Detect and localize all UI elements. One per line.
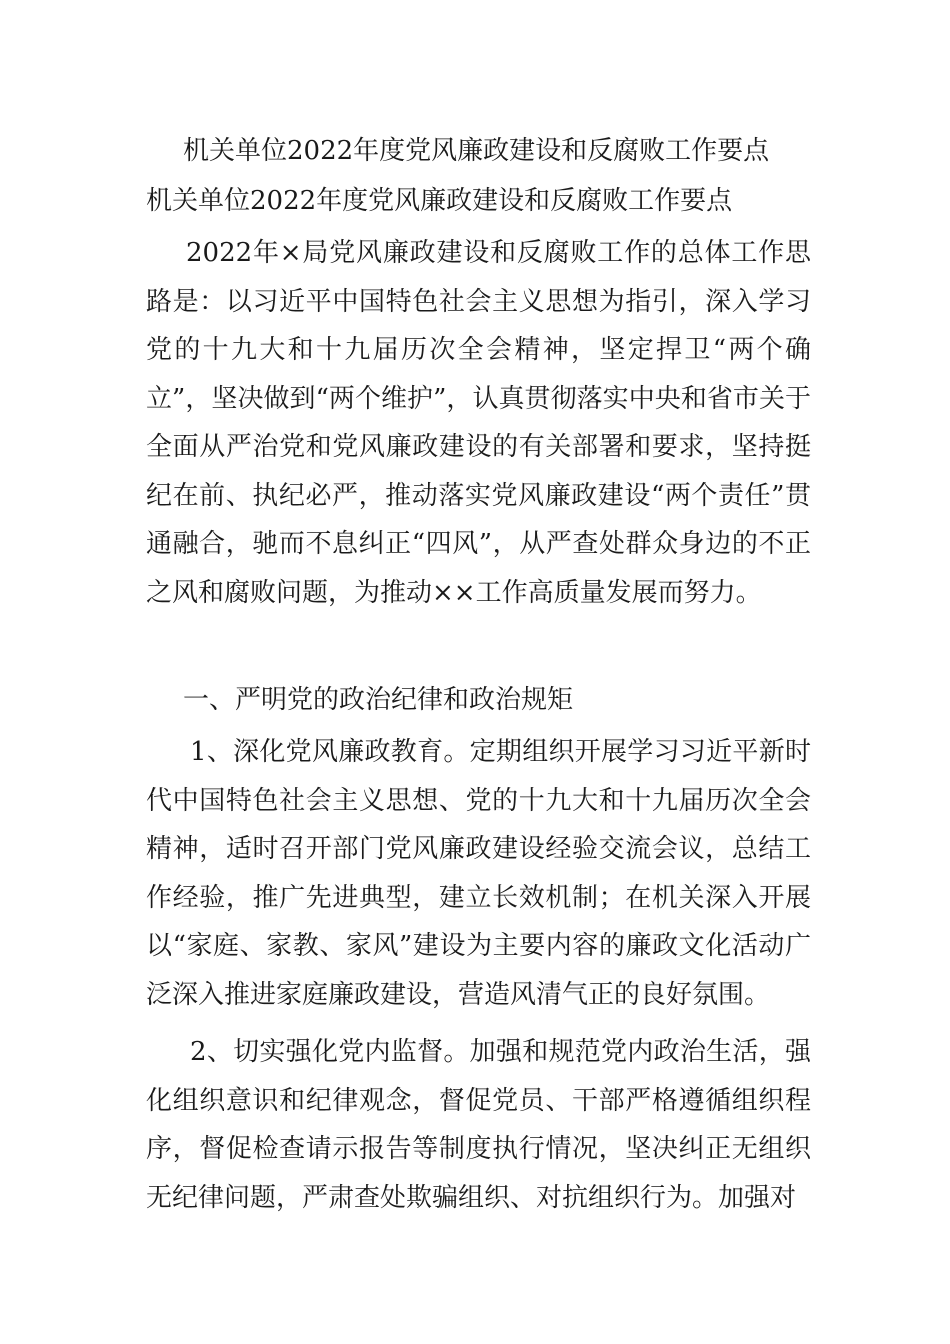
item-2-paragraph: 2、切实强化党内监督。加强和规范党内政治生活，强化组织意识和纪律观念，督促党员、干部严格遵循组织程序，督促检查请示报告等制度执行情况，坚决纠正无组织无纪律问题，严肃查处欺骗组织、对抗组织行为。加强对 bbox=[146, 1037, 811, 1213]
intro-paragraph: 2022年×局党风廉政建设和反腐败工作的总体工作思路是：以习近平中国特色社会主义思想为指引，深入学习党的十九大和十九届历次全会精神，坚定捍卫“两个确立”，坚决做到“两个维护”，认真贯彻落实中央和省市关于全面从严治党和党风廉政建设的有关部署和要求，坚持挺纪在前、执纪必严，推动落实党风廉政建设“两个责任”贯通融合，驰而不息纠正“四风”，从严查处群众身边的不正之风和腐败问题，为推动××工作高质量发展而努力。 bbox=[146, 238, 811, 608]
document-title: 机关单位2022年度党风廉政建设和反腐败工作要点 bbox=[183, 136, 770, 166]
section-heading: 一、严明党的政治纪律和政治规矩 bbox=[183, 685, 574, 715]
document-subtitle: 机关单位2022年度党风廉政建设和反腐败工作要点 bbox=[146, 186, 733, 216]
item-1-paragraph: 1、深化党风廉政教育。定期组织开展学习习近平新时代中国特色社会主义思想、党的十九大和十九届历次全会精神，适时召开部门党风廉政建设经验交流会议，总结工作经验，推广先进典型，建立长效机制；在机关深入开展以“家庭、家教、家风”建设为主要内容的廉政文化活动广泛深入推进家庭廉政建设，营造风清气正的良好氛围。 bbox=[146, 737, 811, 1010]
